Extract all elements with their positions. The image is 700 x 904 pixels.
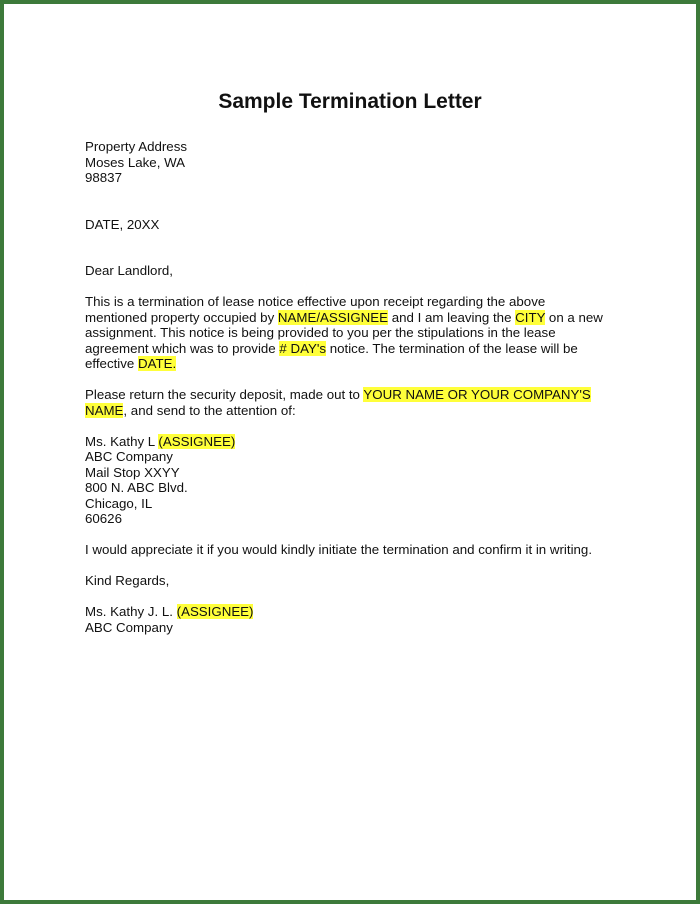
placeholder-highlight: NAME/ASSIGNEE bbox=[277, 309, 389, 325]
signature-block bbox=[85, 604, 625, 635]
placeholder-highlight: YOUR NAME OR YOUR COMPANY'S bbox=[363, 387, 591, 402]
paragraph-line: assignment. This notice is being provided to you per the stipulations in the lease bbox=[85, 325, 556, 340]
address-line: Chicago, IL bbox=[85, 495, 153, 511]
paragraph-line: This is a termination of lease notice effective upon receipt regarding the above bbox=[85, 294, 546, 309]
placeholder-highlight: (ASSIGNEE) bbox=[158, 433, 236, 449]
address-line: Mail Stop XXYY bbox=[85, 464, 180, 480]
address-line: 800 N. ABC Blvd. bbox=[85, 480, 188, 495]
property-address bbox=[85, 139, 625, 186]
signature-company: ABC Company bbox=[85, 619, 173, 635]
address-line: Property Address bbox=[85, 139, 187, 154]
signature-name: Ms. Kathy J. L. (ASSIGNEE) bbox=[85, 604, 254, 619]
paragraph-line: Please return the security deposit, made out to YOUR NAME OR YOUR COMPANY'S bbox=[85, 387, 591, 402]
address-line: 98837 bbox=[85, 170, 122, 185]
recipient-name: Ms. Kathy L (ASSIGNEE) bbox=[85, 433, 236, 449]
paragraph-line: effective DATE. bbox=[85, 356, 177, 371]
address-line: 60626 bbox=[85, 511, 122, 526]
placeholder-highlight: (ASSIGNEE) bbox=[176, 604, 254, 619]
paragraph-line: NAME, and send to the attention of: bbox=[85, 402, 296, 418]
paragraph-line: agreement which was to provide # DAY's notice. The termination of the lease will be bbox=[85, 340, 578, 356]
placeholder-highlight: NAME bbox=[85, 402, 124, 418]
page-title: Sample Termination Letter bbox=[218, 90, 482, 113]
placeholder-highlight: DATE. bbox=[137, 356, 177, 371]
address-line: ABC Company bbox=[85, 449, 173, 464]
recipient-address bbox=[85, 434, 625, 527]
letter-page bbox=[4, 4, 696, 900]
paragraph-line: mentioned property occupied by NAME/ASSIGNEE and I am leaving the CITY on a new bbox=[85, 309, 603, 325]
paragraph-notice bbox=[85, 294, 625, 372]
paragraph-deposit bbox=[85, 387, 625, 418]
letter-body bbox=[85, 139, 625, 635]
paragraph-request: I would appreciate it if you would kindly initiate the termination and confirm it in writing. bbox=[85, 542, 593, 557]
letter-date: DATE, 20XX bbox=[85, 216, 160, 232]
address-line: Moses Lake, WA bbox=[85, 154, 186, 170]
placeholder-highlight: CITY bbox=[515, 309, 546, 325]
closing: Kind Regards, bbox=[85, 573, 170, 588]
salutation: Dear Landlord, bbox=[85, 263, 173, 278]
placeholder-highlight: # DAY's bbox=[279, 340, 327, 356]
